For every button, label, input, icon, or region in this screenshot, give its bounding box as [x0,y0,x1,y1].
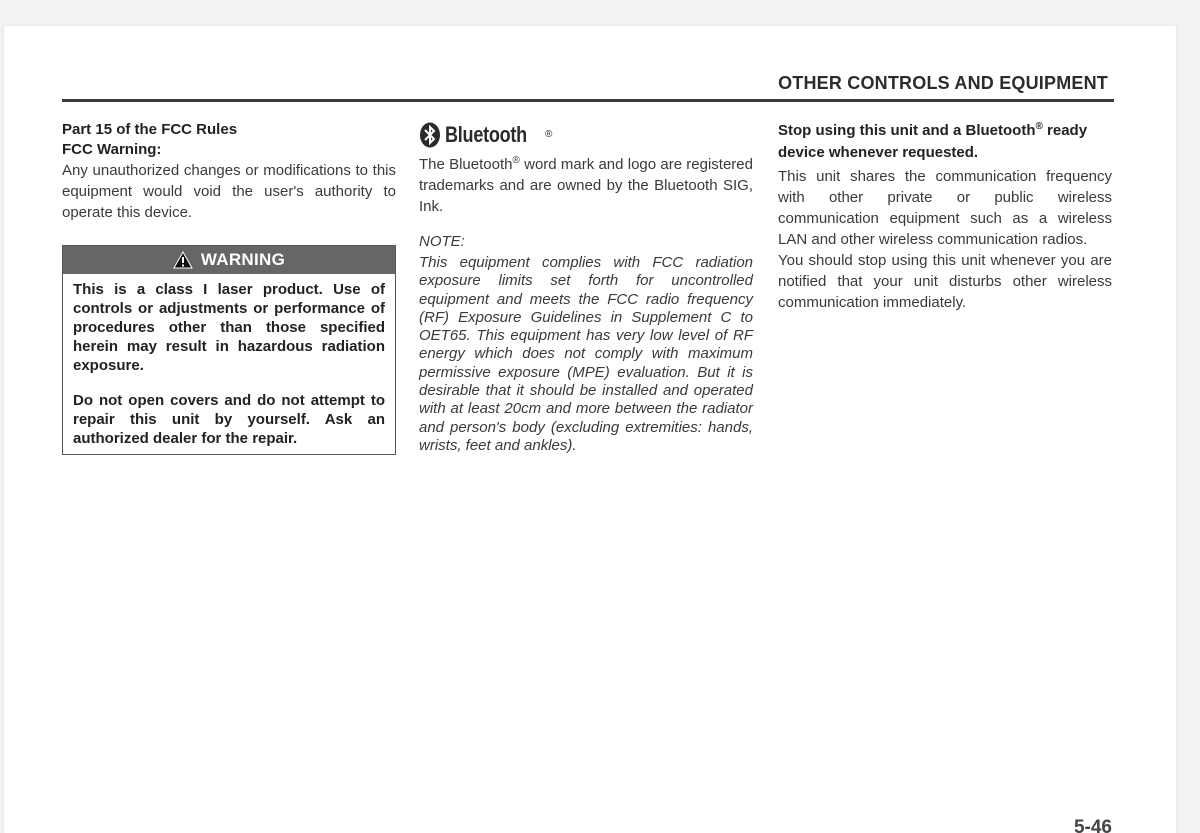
stop-heading-end: ready device whenever requested. [778,122,1088,161]
warning-triangle-icon [173,251,193,269]
stop-heading-start: Stop using this unit and a Bluetooth [778,122,1036,139]
note-text: This equipment complies with FCC radiation exposure limits set forth for uncontrolled equipment and meets the FCC radio frequency (RF) Exposure Guidelines in Supplement C to OET65. This equipment has very low level of RF energy which does not comply with maximum permissive exposure (MPE) evaluation. But it is desirable that it should be installed and operated with at least 20cm and more between the radiator and person's body (excluding extremities: hands, wrists, feet and ankles). [419,254,753,454]
stop-heading-registered-mark: ® [1035,121,1043,132]
trademark-registered-mark: ® [512,155,520,166]
warning-paragraph-repair: Do not open covers and do not attempt to repair this unit by yourself. Ask an authorized dealer for the repair. [73,392,385,447]
stop-using-heading [778,120,1112,164]
column-stop-using [778,120,1112,313]
warning-body [63,274,395,454]
warning-label: WARNING [200,250,286,269]
section-header-title: OTHER CONTROLS AND EQUIPMENT [778,73,1108,93]
bluetooth-logo: Bluetooth ® [419,120,753,150]
page-number: 5-46 [1073,817,1112,833]
fcc-warning-text: Any unauthorized changes or modifications to this equipment would void the user's authority to operate this device. [62,162,396,221]
note-label: NOTE: [419,233,465,250]
header-rule [62,99,1114,102]
column-bluetooth [419,120,753,455]
warning-box [62,245,396,455]
fcc-warning-title: FCC Warning: [62,141,162,158]
column-fcc [62,120,396,455]
trademark-text-start: The Bluetooth [419,156,513,173]
bluetooth-logo-text: Bluetooth [445,122,527,147]
shared-frequency-text: This unit shares the communication frequency with other private or public wireless communication equipment such as a wireless LAN and other wireless communication radios. [778,168,1112,248]
warning-header [63,246,395,274]
bluetooth-rune-icon [419,122,441,148]
bluetooth-trademark-text [419,154,753,217]
manual-page [4,26,1176,833]
warning-paragraph-laser: This is a class I laser product. Use of controls or adjustments or performance of procedures other than those specified herein may result in hazardous radiation exposure. [73,281,385,374]
fcc-rules-title: Part 15 of the FCC Rules [62,121,238,138]
stop-using-text: You should stop using this unit whenever you are notified that your unit disturbs other wireless communication immediately. [778,252,1112,311]
trademark-text-end: word mark and logo are registered trademarks and are owned by the Bluetooth SIG, Ink. [419,156,753,215]
